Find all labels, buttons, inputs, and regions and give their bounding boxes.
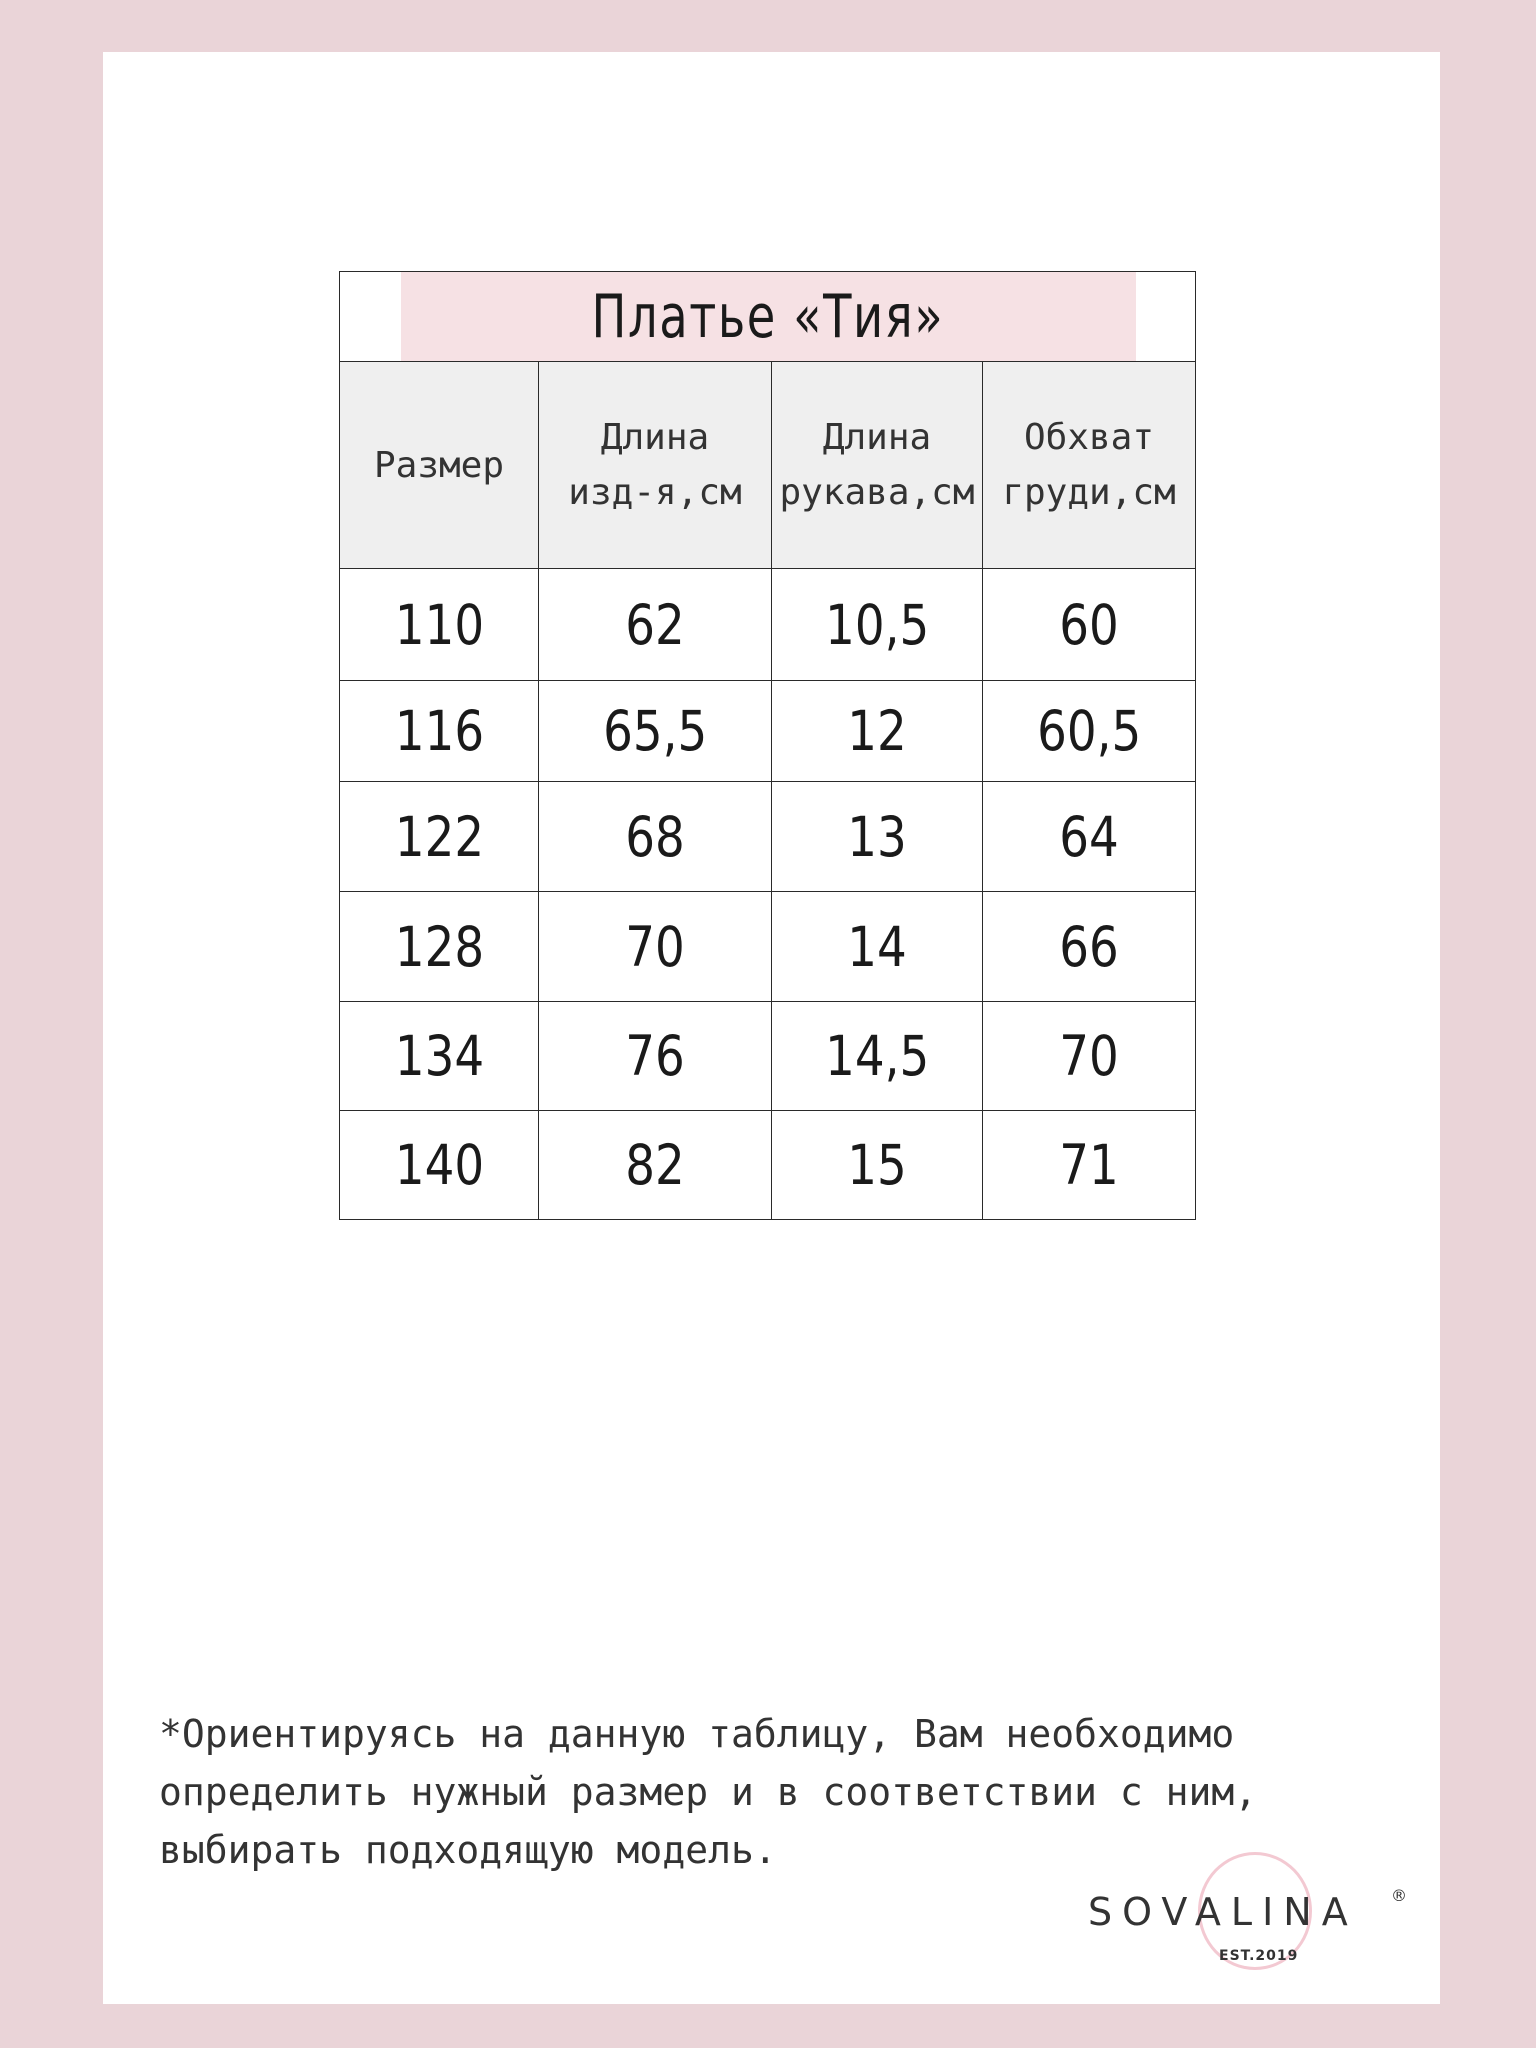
table-cell <box>340 1002 539 1111</box>
registered-mark: ® <box>1391 1886 1407 1905</box>
cell-value: 82 <box>625 1133 685 1197</box>
cell-value: 66 <box>1059 914 1119 979</box>
brand-name: SOVALINA <box>1088 1890 1358 1934</box>
table-cell <box>772 1111 983 1220</box>
table-row <box>340 1002 1196 1111</box>
table-cell <box>340 1111 539 1220</box>
table-cell <box>772 569 983 681</box>
column-header-line: Размер <box>373 444 505 486</box>
cell-value: 128 <box>394 914 484 979</box>
table-cell <box>983 1111 1196 1220</box>
table-row <box>340 1111 1196 1220</box>
column-header-line: рукава,см <box>779 472 975 513</box>
table-cell <box>340 782 539 892</box>
column-header-length <box>539 362 772 569</box>
footnote-line: выбирать подходящую модель. <box>159 1828 777 1872</box>
table-body <box>340 569 1196 1220</box>
table-cell <box>539 569 772 681</box>
table-cell <box>983 681 1196 782</box>
column-header-size <box>340 362 539 569</box>
cell-value: 122 <box>394 804 484 869</box>
cell-value: 62 <box>625 592 685 657</box>
table-cell <box>983 782 1196 892</box>
cell-value: 70 <box>1059 1024 1119 1088</box>
table-cell <box>539 892 772 1002</box>
cell-value: 60 <box>1059 592 1119 657</box>
table-cell <box>983 1002 1196 1111</box>
header-row <box>340 362 1196 569</box>
table-title <box>399 272 1135 362</box>
table-cell <box>340 569 539 681</box>
footnote-line: определить нужный размер и в соответствии с ним, <box>159 1770 1258 1814</box>
cell-value: 13 <box>847 804 907 869</box>
table-cell <box>772 1002 983 1111</box>
cell-value: 134 <box>394 1024 484 1088</box>
table-cell <box>340 892 539 1002</box>
cell-value: 10,5 <box>824 592 930 657</box>
table-row <box>340 782 1196 892</box>
size-chart-card <box>103 52 1440 2004</box>
cell-value: 71 <box>1059 1133 1119 1197</box>
cell-value: 60,5 <box>1036 699 1142 763</box>
table-cell <box>340 681 539 782</box>
table-row <box>340 892 1196 1002</box>
cell-value: 14 <box>847 914 907 979</box>
table-row <box>340 569 1196 681</box>
column-header-sleeve <box>772 362 983 569</box>
cell-value: 64 <box>1059 804 1119 869</box>
cell-value: 12 <box>847 699 907 763</box>
cell-value: 70 <box>625 914 685 979</box>
column-header-line: груди,см <box>1002 472 1176 513</box>
table-cell <box>772 892 983 1002</box>
brand-logo <box>1088 1852 1418 1992</box>
cell-value: 110 <box>394 592 484 657</box>
cell-value: 68 <box>625 804 685 869</box>
table-cell <box>772 681 983 782</box>
cell-value: 76 <box>625 1024 685 1088</box>
table-cell <box>539 1002 772 1111</box>
table-cell <box>539 782 772 892</box>
brand-established: EST.2019 <box>1219 1948 1299 1964</box>
column-header-line: изд-я,см <box>568 472 742 513</box>
table-cell <box>539 1111 772 1220</box>
table-cell <box>983 569 1196 681</box>
cell-value: 14,5 <box>824 1024 930 1088</box>
cell-value: 65,5 <box>602 699 708 763</box>
footnote-line: *Ориентируясь на данную таблицу, Вам необходимо <box>159 1712 1235 1756</box>
table-cell <box>772 782 983 892</box>
cell-value: 140 <box>394 1133 484 1197</box>
column-header-line: Длина <box>822 417 932 458</box>
table-cell <box>983 892 1196 1002</box>
size-table <box>339 271 1196 1220</box>
column-header-chest <box>983 362 1196 569</box>
cell-value: 116 <box>394 699 484 763</box>
cell-value: 15 <box>847 1133 907 1197</box>
column-header-line: Обхват <box>1023 417 1155 458</box>
table-row <box>340 681 1196 782</box>
column-header-line: Длина <box>600 417 710 458</box>
table-cell <box>539 681 772 782</box>
table-title-text: Платье «Тия» <box>591 281 944 352</box>
